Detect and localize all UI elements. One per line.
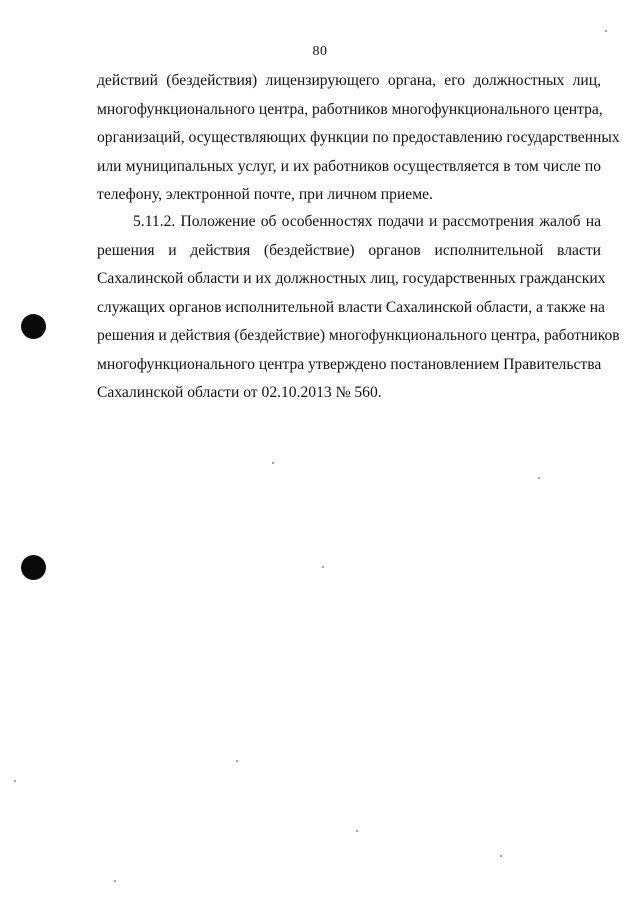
paragraph-line: решения и действия (бездействие) многофункционального центра, работников bbox=[97, 327, 620, 344]
paragraph-line: телефону, электронной почте, при личном приеме. bbox=[97, 186, 433, 203]
scan-speck bbox=[538, 477, 540, 479]
scan-speck bbox=[605, 30, 607, 32]
paragraph-line: Сахалинской области и их должностных лиц, государственных гражданских bbox=[97, 270, 606, 287]
paragraph-1 bbox=[97, 67, 620, 210]
binder-hole bbox=[21, 314, 46, 339]
paragraph-line: действий (бездействия) лицензирующего органа, его должностных лиц, bbox=[97, 72, 601, 89]
binder-hole bbox=[21, 555, 46, 580]
paragraph-line: решения и действия (бездействие) органов исполнительной власти bbox=[97, 241, 601, 259]
paragraph-line: многофункционального центра утверждено постановлением Правительства bbox=[97, 355, 602, 373]
scan-speck bbox=[322, 566, 324, 568]
paragraph-line: или муниципальных услуг, и их работников осуществляется в том числе по bbox=[97, 157, 601, 175]
scan-speck bbox=[500, 855, 502, 857]
paragraph-line: организаций, осуществляющих функции по предоставлению государственных bbox=[97, 129, 620, 146]
paragraph-line: Сахалинской области от 02.10.2013 № 560. bbox=[97, 384, 382, 401]
scan-speck bbox=[272, 462, 274, 464]
paragraph-line: служащих органов исполнительной власти Сахалинской области, а также на bbox=[97, 298, 605, 316]
scan-speck bbox=[356, 830, 358, 832]
scan-speck bbox=[14, 780, 16, 782]
scan-speck bbox=[236, 760, 238, 762]
scan-speck bbox=[114, 880, 116, 882]
paragraph-line: 5.11.2. Положение об особенностях подачи и рассмотрения жалоб на bbox=[133, 213, 601, 230]
paragraph-line: многофункционального центра, работников многофункционального центра, bbox=[97, 100, 603, 118]
page-number: 80 bbox=[312, 44, 328, 59]
paragraph-5-11-2 bbox=[97, 208, 620, 408]
